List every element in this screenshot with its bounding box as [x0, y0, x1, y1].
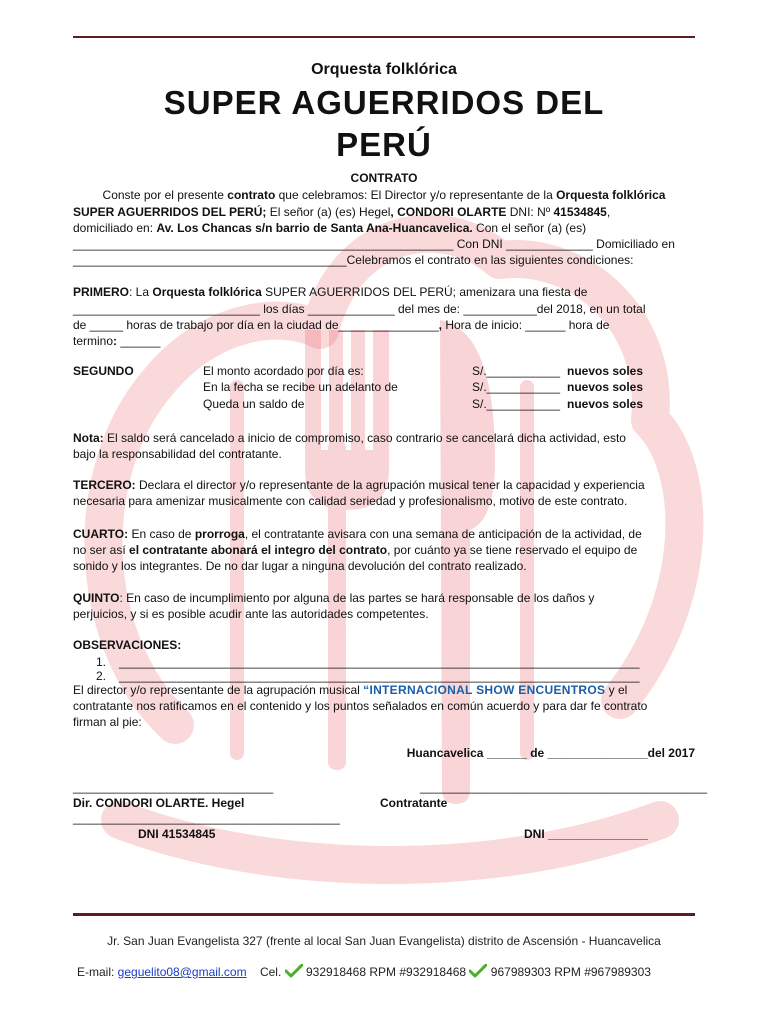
orchestra-title-line2: PERÚ — [336, 126, 432, 163]
segundo-row-unit: nuevos soles — [567, 364, 644, 378]
closing-line-3: firman al pie: — [73, 715, 142, 729]
segundo-row-amount: S/.___________ — [472, 380, 561, 394]
phone-primary: 932918468 RPM #932918468 — [305, 965, 467, 979]
check-icon — [469, 964, 487, 978]
orchestra-title-line1: SUPER AGUERRIDOS DEL — [163, 84, 605, 121]
clause-cuarto-line-2: no ser así el contratante abonará el integro del contrato, por cuánto ya se tiene reservado el equipo de — [73, 543, 638, 557]
observations-heading: OBSERVACIONES: — [73, 638, 182, 652]
place-date-line: Huancavelica ______ de _______________del 2017 — [406, 746, 695, 760]
footer-address: Jr. San Juan Evangelista 327 (frente al local San Juan Evangelista) distrito de Ascensión - Huancavelica — [107, 934, 661, 948]
dni-signature-line: ________________________________________ — [73, 811, 340, 825]
contractor-label: Contratante — [380, 796, 448, 810]
closing-line-1: El director y/o representante de la agrupación musical “INTERNACIONAL SHOW ENCUENTROS y el — [73, 683, 628, 697]
segundo-row-unit: nuevos soles — [567, 397, 644, 411]
clause-primero-line-4: termino: ______ — [73, 334, 161, 348]
observation-number: 1. — [96, 655, 107, 669]
segundo-row-amount: S/.___________ — [472, 364, 561, 378]
segundo-row-unit: nuevos soles — [567, 380, 644, 394]
footer-rule — [73, 913, 695, 916]
director-name: Dir. CONDORI OLARTE. Hegel — [73, 796, 245, 810]
email-link[interactable]: geguelito08@gmail.com — [117, 965, 247, 979]
observation-line: ______________________________________________________________________________ — [119, 655, 640, 669]
intro-line-4: _________________________________________________________ Con DNI _____________ Domiciliado en — [73, 237, 675, 251]
note-line-1: Nota: El saldo será cancelado a inicio de compromiso, caso contrario se cancelará dicha actividad, esto — [73, 431, 626, 445]
clause-quinto-line-1: QUINTO: En caso de incumplimiento por alguna de las partes se hará responsable de los daños y — [73, 591, 595, 605]
contract-heading: CONTRATO — [350, 171, 418, 185]
clause-cuarto-line-1: CUARTO: En caso de prorroga, el contratante avisara con una semana de anticipación de la actividad, de — [73, 527, 642, 541]
clause-primero-line-2: ____________________________ los días _____________ del mes de: ___________del 2018, en un total — [73, 302, 646, 316]
intro-line-3: domiciliado en: Av. Los Chancas s/n barrio de Santa Ana-Huancavelica. Con el señor (a) (es) — [73, 221, 587, 235]
signature-line-director: ______________________________ — [73, 780, 274, 794]
clause-quinto-line-2: perjuicios, y si es posible acudir ante las autoridades competentes. — [73, 607, 429, 621]
clause-tercero-line-2: necesaria para amenizar musicalmente con calidad seriedad y profesionalismo, motivo de este contrato. — [73, 494, 628, 508]
segundo-row-desc: Queda un saldo de — [203, 397, 305, 411]
check-icon — [285, 964, 303, 978]
closing-line-2: contratante nos ratificamos en el contenido y los puntos señalados en común acuerdo y para dar fe contrato — [73, 699, 648, 713]
clause-primero-line-1: PRIMERO: La Orquesta folklórica SUPER AGUERRIDOS DEL PERÚ; amenizara una fiesta de — [73, 285, 588, 299]
segundo-row-desc: El monto acordado por día es: — [203, 364, 364, 378]
contractor-dni: DNI _______________ — [524, 827, 649, 841]
clause-tercero-line-1: TERCERO: Declara el director y/o representante de la agrupación musical tener la capacidad y experiencia — [73, 478, 645, 492]
director-dni: DNI 41534845 — [138, 827, 216, 841]
intro-line-1: Conste por el presente contrato que celebramos: El Director y/o representante de la Orquesta folklórica — [102, 188, 666, 202]
orchestra-subtitle: Orquesta folklórica — [311, 61, 457, 78]
segundo-row-desc: En la fecha se recibe un adelanto de — [203, 380, 398, 394]
signature-line-contractor: ___________________________________________ — [420, 780, 707, 794]
header-rule — [73, 36, 695, 38]
observation-number: 2. — [96, 669, 107, 683]
observation-line: ______________________________________________________________________________ — [119, 669, 640, 683]
intro-line-5: _________________________________________Celebramos el contrato en las siguientes condiciones: — [73, 253, 634, 267]
show-name: “INTERNACIONAL SHOW ENCUENTROS — [363, 683, 606, 697]
footer-contact: E-mail: geguelito08@gmail.com Cel. 932918468 RPM #932918468 967989303 RPM #967989303 — [77, 965, 651, 979]
note-line-2: bajo la responsabilidad del contratante. — [73, 447, 282, 461]
phone-secondary: 967989303 RPM #967989303 — [490, 965, 651, 979]
clause-cuarto-line-3: sonido y los integrantes. De no dar lugar a ninguna devolución del contrato realizado. — [73, 559, 527, 573]
clause-segundo-label: SEGUNDO — [73, 364, 134, 378]
intro-line-2: SUPER AGUERRIDOS DEL PERÚ; El señor (a) (es) Hegel, CONDORI OLARTE DNI: Nº 41534845, — [73, 205, 611, 219]
segundo-row-amount: S/.___________ — [472, 397, 561, 411]
clause-primero-line-3: de _____ horas de trabajo por día en la ciudad de_______________, Hora de inicio: ______ hora de — [73, 318, 610, 332]
